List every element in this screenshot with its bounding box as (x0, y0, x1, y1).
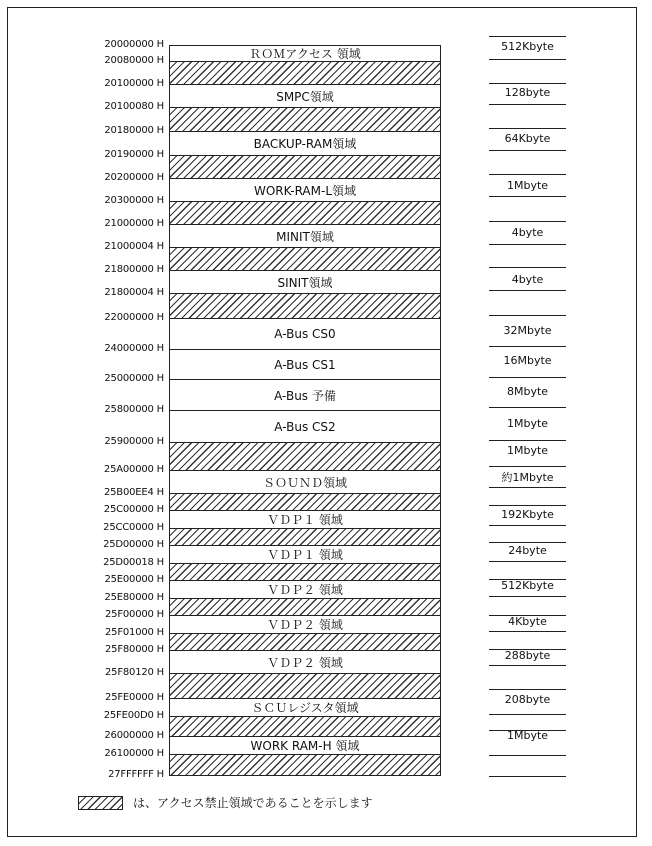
size-label: 4byte (511, 273, 544, 286)
address-label: 25CC0000 H (103, 522, 164, 533)
address-label: 25D00018 H (103, 557, 164, 568)
memory-region (169, 84, 441, 107)
size-column-line (489, 596, 566, 597)
size-column-line (489, 83, 566, 84)
restricted-region (169, 493, 441, 510)
size-column-line (489, 561, 566, 562)
restricted-region (169, 442, 441, 470)
address-label: 21000000 H (104, 218, 164, 229)
memory-region (169, 178, 441, 201)
size-label: 512Kbyte (501, 40, 554, 53)
address-label: 26100000 H (104, 748, 164, 759)
size-column-line (489, 487, 566, 488)
size-label: 288byte (504, 649, 551, 662)
size-column-line (489, 466, 566, 467)
region-label: WORK-RAM-L領域 (253, 183, 357, 198)
restricted-region (169, 754, 441, 776)
memory-region (169, 224, 441, 247)
address-label: 21000004 H (104, 241, 164, 252)
memory-region (169, 270, 441, 293)
address-label: 25FE00D0 H (103, 710, 164, 721)
size-column-line (489, 377, 566, 378)
size-column-line (489, 221, 566, 222)
size-label: 512Kbyte (501, 579, 554, 592)
size-column-line (489, 267, 566, 268)
restricted-region (169, 673, 441, 698)
address-label: 27FFFFFF H (108, 769, 164, 780)
memory-region (169, 510, 441, 528)
restricted-region (169, 563, 441, 580)
address-label: 25A00000 H (103, 464, 164, 475)
region-label: SMPC領域 (276, 89, 334, 104)
size-label: 1Mbyte (506, 417, 549, 430)
restricted-region (169, 633, 441, 650)
memory-region (169, 580, 441, 598)
address-label: 25900000 H (104, 436, 164, 447)
address-label: 20180000 H (104, 125, 164, 136)
restricted-region (169, 247, 441, 270)
size-column-line (489, 665, 566, 666)
address-label: 24000000 H (104, 343, 164, 354)
size-column-line (489, 407, 566, 408)
size-label: 4byte (511, 226, 544, 239)
size-column-line (489, 689, 566, 690)
address-label: 25D00000 H (103, 539, 164, 550)
restricted-region (169, 716, 441, 736)
size-column-line (489, 315, 566, 316)
memory-region (169, 545, 441, 563)
memory-region (169, 470, 441, 493)
address-label: 25B00EE4 H (103, 487, 164, 498)
size-column-line (489, 776, 566, 777)
restricted-region (169, 293, 441, 318)
size-column-line (489, 104, 566, 105)
size-column-line (489, 244, 566, 245)
address-label: 26000000 H (104, 730, 164, 741)
region-label: ＳＣＵレジスタ領域 (251, 701, 359, 715)
restricted-region (169, 61, 441, 84)
address-label: 20300000 H (104, 195, 164, 206)
size-label: 208byte (504, 693, 551, 706)
address-label: 25F01000 H (105, 627, 164, 638)
memory-region (169, 698, 441, 716)
memory-region (169, 615, 441, 633)
size-label: 24byte (508, 544, 547, 557)
size-column-line (489, 714, 566, 715)
memory-region (169, 318, 441, 349)
size-column-line (489, 196, 566, 197)
size-column-line (489, 542, 566, 543)
size-label: 16Mbyte (503, 354, 552, 367)
legend-hatch-swatch (78, 796, 123, 810)
size-column-line (489, 59, 566, 60)
size-column-line (489, 755, 566, 756)
address-label: 20000000 H (104, 39, 164, 50)
size-label: 4Kbyte (508, 615, 547, 628)
size-label: 1Mbyte (506, 444, 549, 457)
memory-region (169, 736, 441, 754)
region-label: WORK RAM-H 領域 (250, 739, 360, 753)
size-column-line (489, 346, 566, 347)
address-label: 20100080 H (104, 101, 164, 112)
region-label: A-Bus 予備 (274, 388, 336, 403)
size-label: 32Mbyte (503, 324, 552, 337)
restricted-region (169, 107, 441, 131)
region-label: BACKUP-RAM領域 (253, 137, 357, 151)
size-column-line (489, 36, 566, 37)
region-label: ＲＯＭアクセス 領域 (249, 47, 361, 61)
address-label: 22000000 H (104, 312, 164, 323)
region-label: ＶＤＰ２ 領域 (267, 618, 343, 632)
address-label: 25C00000 H (103, 504, 164, 515)
size-column-line (489, 128, 566, 129)
region-label: A-Bus CS2 (274, 419, 336, 434)
size-column-line (489, 505, 566, 506)
memory-region (169, 45, 441, 61)
region-label: ＶＤＰ１ 領域 (267, 513, 343, 527)
size-column-line (489, 150, 566, 151)
address-label: 21800000 H (104, 264, 164, 275)
memory-region (169, 379, 441, 410)
restricted-region (169, 528, 441, 545)
size-column-line (489, 440, 566, 441)
memory-region (169, 131, 441, 155)
address-label: 25F80120 H (105, 667, 164, 678)
region-label: A-Bus CS1 (274, 357, 336, 372)
address-label: 20190000 H (104, 149, 164, 160)
address-label: 25E00000 H (104, 574, 164, 585)
address-label: 25E80000 H (104, 592, 164, 603)
restricted-region (169, 155, 441, 178)
address-label: 20100000 H (104, 78, 164, 89)
region-label: MINIT領域 (276, 229, 334, 244)
address-label: 21800004 H (104, 287, 164, 298)
address-label: 25F00000 H (105, 609, 164, 620)
size-label: 約1Mbyte (501, 471, 554, 484)
memory-region (169, 410, 441, 442)
address-label: 25000000 H (104, 373, 164, 384)
region-label: A-Bus CS0 (274, 327, 336, 341)
address-label: 20080000 H (104, 55, 164, 66)
region-label: SINIT領域 (277, 275, 333, 290)
memory-region (169, 650, 441, 673)
region-label: ＶＤＰ１ 領域 (267, 548, 343, 562)
size-label: 64Kbyte (504, 132, 551, 145)
region-label: ＶＤＰ２ 領域 (267, 655, 343, 670)
region-label: ＶＤＰ２ 領域 (267, 583, 343, 597)
size-label: 128byte (504, 86, 551, 99)
size-column-line (489, 525, 566, 526)
size-label: 1Mbyte (506, 729, 549, 742)
size-column-line (489, 631, 566, 632)
region-label: ＳＯＵＮＤ領域 (262, 475, 347, 490)
size-column-line (489, 290, 566, 291)
restricted-region (169, 598, 441, 615)
memory-region (169, 349, 441, 379)
address-label: 25FE0000 H (105, 692, 164, 703)
size-label: 192Kbyte (501, 508, 554, 521)
address-label: 25F80000 H (105, 644, 164, 655)
size-label: 1Mbyte (506, 179, 549, 192)
legend-text: は、アクセス禁止領域であることを示します (133, 796, 373, 810)
size-label: 8Mbyte (506, 385, 549, 398)
address-label: 25800000 H (104, 404, 164, 415)
size-column-line (489, 174, 566, 175)
restricted-region (169, 201, 441, 224)
address-label: 20200000 H (104, 172, 164, 183)
